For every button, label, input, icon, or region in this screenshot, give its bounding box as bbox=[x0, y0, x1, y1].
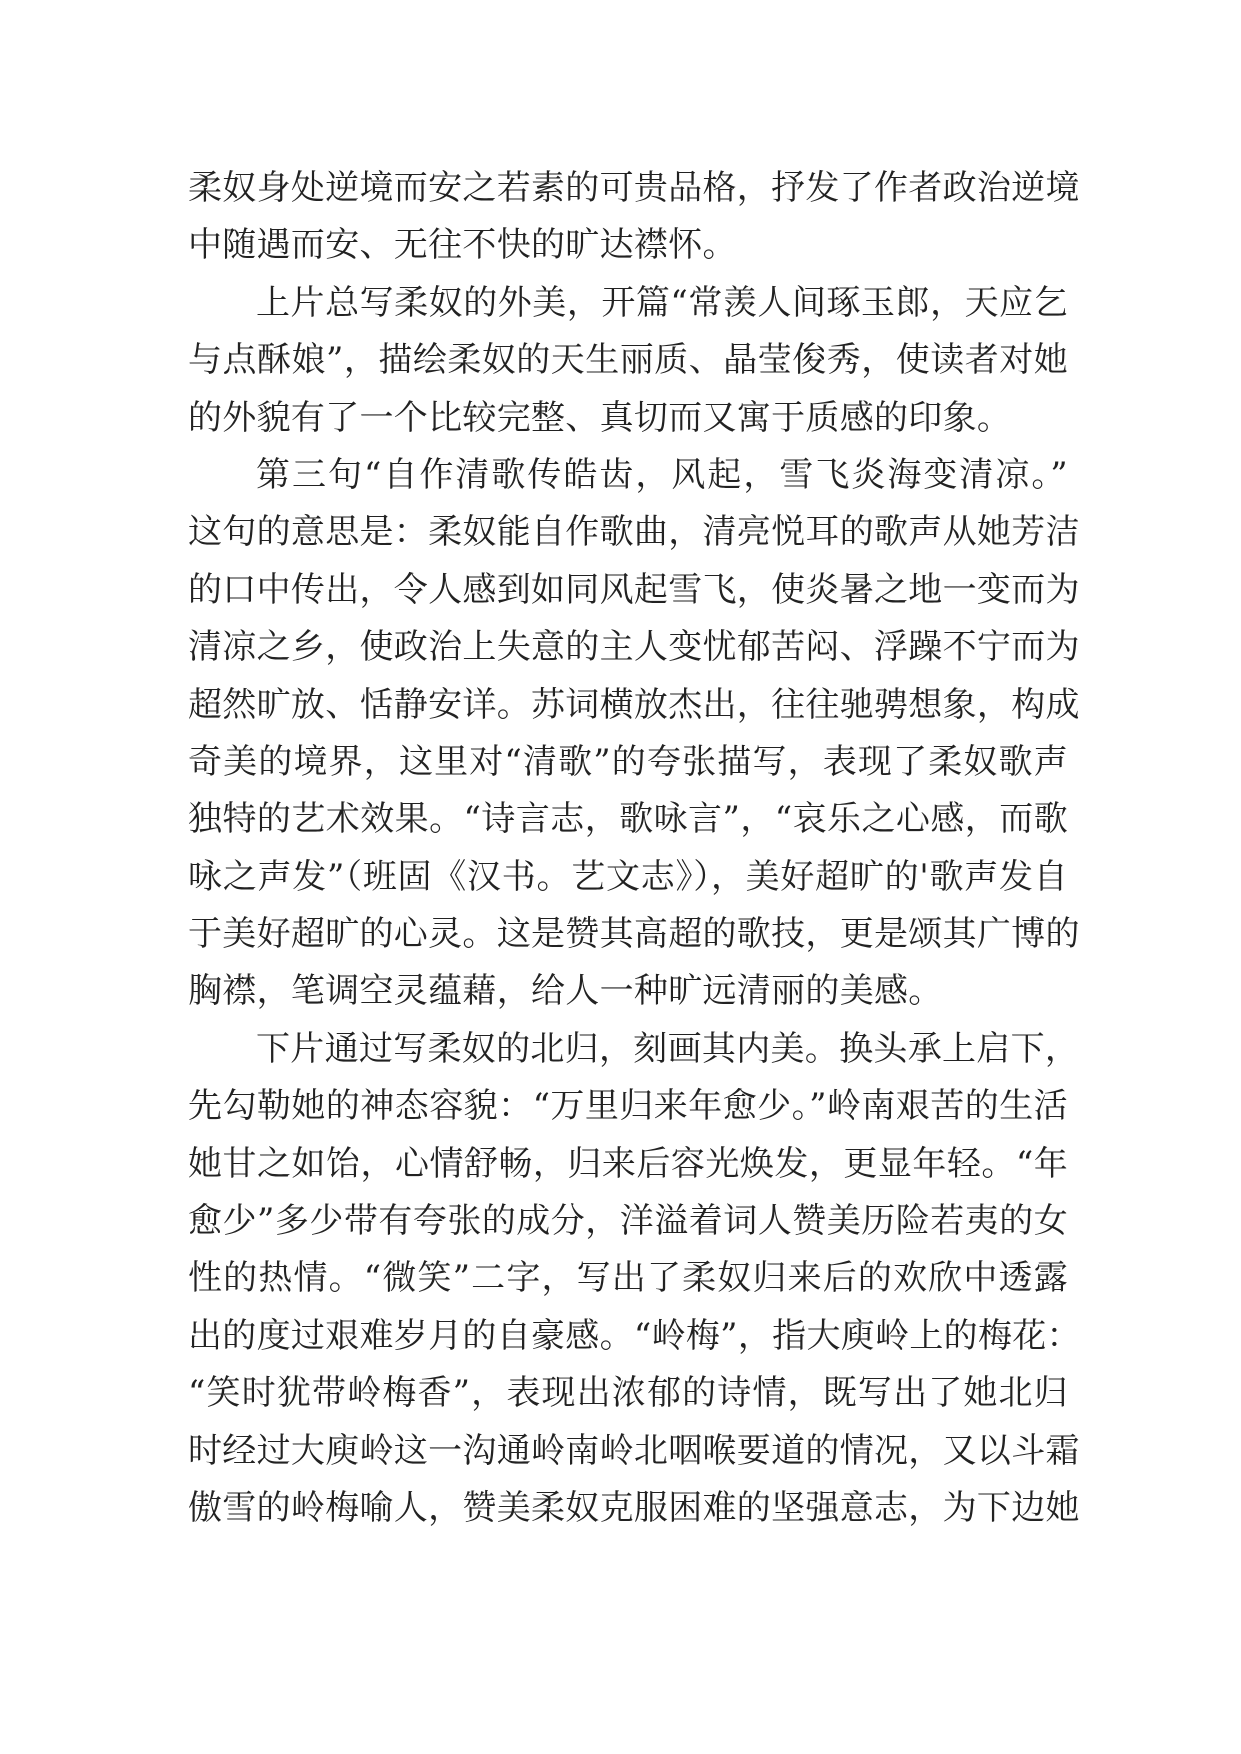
text-line: 愈少”多少带有夸张的成分，洋溢着词人赞美历险若夷的女 bbox=[188, 1201, 1068, 1242]
text-line: 独特的艺术效果。“诗言志，歌咏言”，“哀乐之心感，而歌 bbox=[188, 799, 1068, 840]
text-line: 她甘之如饴，心情舒畅，归来后容光焕发，更显年轻。“年 bbox=[188, 1143, 1068, 1184]
text-line: 性的热情。“微笑”二字，写出了柔奴归来后的欢欣中透露 bbox=[188, 1258, 1068, 1299]
text-line: 咏之声发”（班固《汉书。艺文志》），美好超旷的'歌声发自 bbox=[188, 856, 1068, 897]
text-line: “笑时犹带岭梅香”，表现出浓郁的诗情，既写出了她北归 bbox=[188, 1373, 1068, 1414]
text-line: 出的度过艰难岁月的自豪感。“岭梅”，指大庾岭上的梅花： bbox=[188, 1315, 1081, 1356]
text-line: 的外貌有了一个比较完整、真切而又寓于质感的印象。 bbox=[188, 397, 1012, 438]
text-line: 下片通过写柔奴的北归，刻画其内美。换头承上启下， bbox=[256, 1028, 1080, 1069]
text-line: 清凉之乡，使政治上失意的主人变忧郁苦闷、浮躁不宁而为 bbox=[188, 627, 1080, 668]
text-line: 超然旷放、恬静安详。苏词横放杰出，往往驰骋想象，构成 bbox=[188, 684, 1080, 725]
text-line: 中随遇而安、无往不快的旷达襟怀。 bbox=[188, 225, 737, 266]
text-line: 的口中传出，令人感到如同风起雪飞，使炎暑之地一变而为 bbox=[188, 569, 1080, 610]
document-body bbox=[188, 160, 1081, 1537]
text-line: 先勾勒她的神态容貌：“万里归来年愈少。”岭南艰苦的生活 bbox=[188, 1086, 1068, 1127]
text-line: 于美好超旷的心灵。这是赞其高超的歌技，更是颂其广博的 bbox=[188, 914, 1080, 955]
text-line: 与点酥娘”，描绘柔奴的天生丽质、晶莹俊秀，使读者对她 bbox=[188, 340, 1068, 381]
text-line: 胸襟，笔调空灵蕴藉，给人一种旷远清丽的美感。 bbox=[188, 971, 943, 1012]
text-line: 第三句“自作清歌传皓齿，风起，雪飞炎海变清凉。” bbox=[256, 454, 1068, 495]
text-line: 这句的意思是：柔奴能自作歌曲，清亮悦耳的歌声从她芳洁 bbox=[188, 512, 1080, 553]
text-line: 奇美的境界，这里对“清歌”的夸张描写，表现了柔奴歌声 bbox=[188, 741, 1068, 782]
text-line: 时经过大庾岭这一沟通岭南岭北咽喉要道的情况，又以斗霜 bbox=[188, 1430, 1080, 1471]
text-line: 傲雪的岭梅喻人，赞美柔奴克服困难的坚强意志，为下边她 bbox=[188, 1487, 1080, 1528]
text-line: 柔奴身处逆境而安之若素的可贵品格，抒发了作者政治逆境 bbox=[188, 168, 1080, 208]
text-line: 上片总写柔奴的外美，开篇“常羡人间琢玉郎，天应乞 bbox=[256, 282, 1068, 323]
